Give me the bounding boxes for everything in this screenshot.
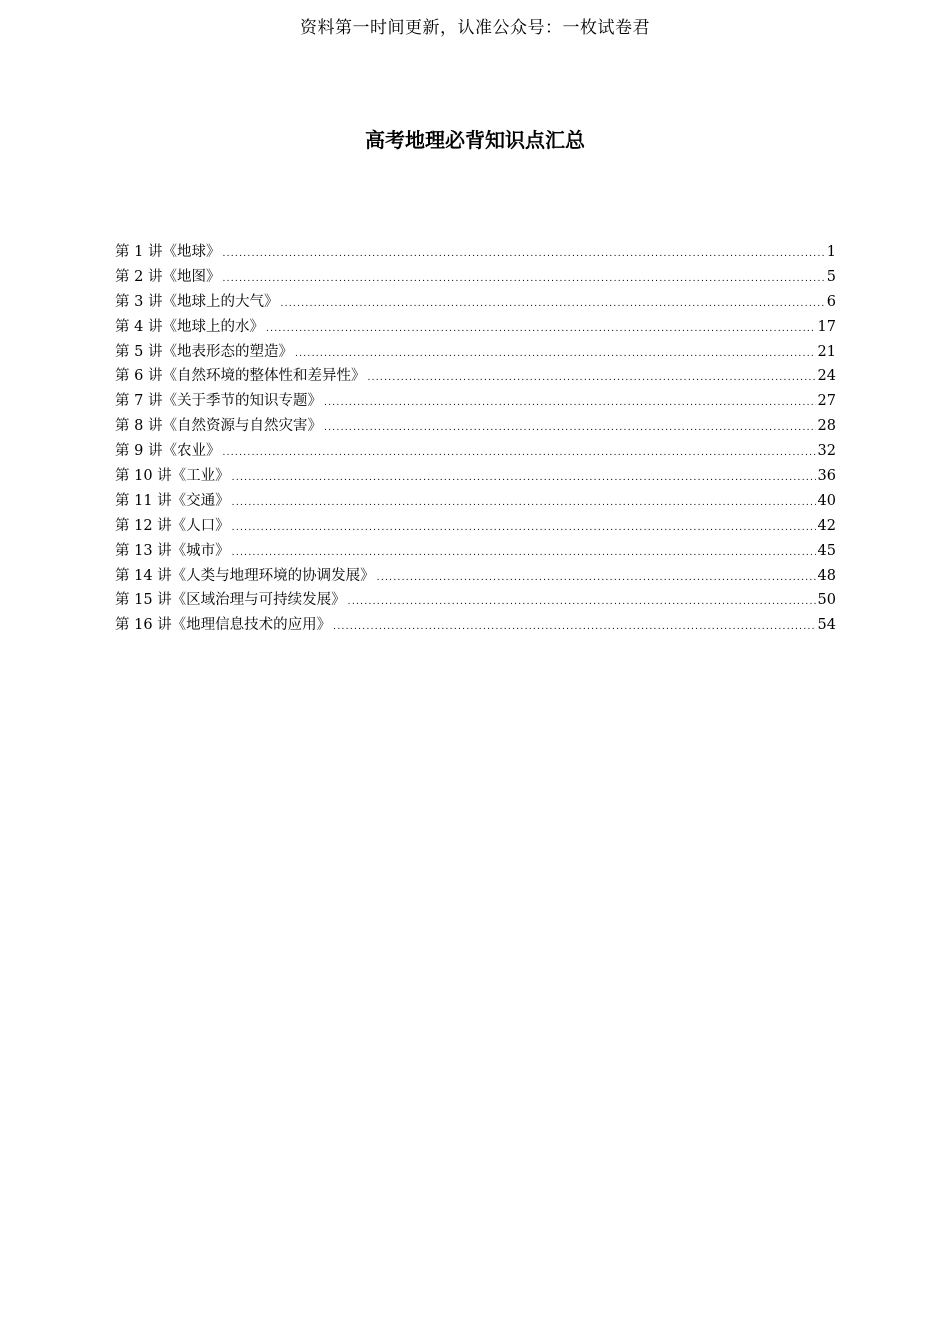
toc-entry[interactable] [115,539,836,564]
toc-entry-page: 28 [817,418,836,435]
toc-entry[interactable] [115,439,836,464]
toc-entry-page: 24 [817,368,836,385]
toc-entry-label: 第 1 讲《地球》 [115,244,221,260]
toc-entry-label: 第 11 讲《交通》 [115,492,230,509]
toc-dot-leader [222,267,824,292]
toc-entry-page: 42 [817,517,836,534]
toc-entry-label: 第 4 讲《地球上的水》 [115,318,264,335]
toc-entry[interactable] [115,564,836,589]
toc-entry-label: 第 8 讲《自然资源与自然灾害》 [115,418,322,435]
toc-entry-page: 5 [826,268,836,285]
header-note: 资料第一时间更新，认准公众号：一枚试卷君 [300,18,650,38]
toc-entry-label: 第 10 讲《工业》 [115,468,230,485]
toc-entry[interactable] [115,514,836,539]
toc-entry[interactable] [115,489,836,514]
toc-dot-leader [324,391,816,416]
toc-entry-label: 第 15 讲《区域治理与可持续发展》 [115,592,346,609]
toc-entry-label: 第 14 讲《人类与地理环境的协调发展》 [115,567,375,584]
table-of-contents [115,240,836,638]
toc-entry-page: 6 [826,293,836,310]
toc-entry-page: 1 [826,244,836,260]
toc-entry[interactable] [115,315,836,340]
toc-entry-page: 32 [817,443,836,460]
toc-entry-label: 第 6 讲《自然环境的整体性和差异性》 [115,368,366,385]
toc-entry-page: 36 [817,468,836,485]
toc-entry[interactable] [115,414,836,439]
toc-entry-page: 50 [817,592,836,609]
toc-entry[interactable] [115,588,836,613]
toc-dot-leader [222,441,815,466]
toc-dot-leader [295,342,816,367]
toc-dot-leader [280,292,824,317]
toc-entry-page: 54 [817,617,836,634]
toc-dot-leader [232,491,816,516]
toc-dot-leader [367,366,815,391]
toc-entry[interactable] [115,240,836,265]
toc-entry-label: 第 9 讲《农业》 [115,443,221,460]
toc-entry[interactable] [115,340,836,365]
toc-entry-label: 第 13 讲《城市》 [115,542,230,559]
toc-dot-leader [222,242,824,267]
toc-entry[interactable] [115,389,836,414]
toc-dot-leader [348,590,816,615]
toc-dot-leader [266,317,816,342]
toc-entry-label: 第 12 讲《人口》 [115,517,230,534]
toc-entry-page: 17 [817,318,836,335]
toc-dot-leader [333,615,815,640]
toc-entry-label: 第 2 讲《地图》 [115,268,221,285]
toc-entry-page: 48 [817,567,836,584]
toc-entry-label: 第 5 讲《地表形态的塑造》 [115,343,293,360]
toc-dot-leader [377,566,816,591]
toc-entry-page: 27 [817,393,836,410]
toc-entry-label: 第 3 讲《地球上的大气》 [115,293,279,310]
toc-entry[interactable] [115,290,836,315]
toc-dot-leader [324,416,816,441]
toc-entry-page: 45 [817,542,836,559]
toc-dot-leader [232,541,816,566]
toc-dot-leader [232,516,816,541]
toc-entry-page: 40 [817,492,836,509]
toc-entry-page: 21 [817,343,836,360]
toc-entry[interactable] [115,364,836,389]
toc-entry-label: 第 7 讲《关于季节的知识专题》 [115,393,322,410]
toc-entry[interactable] [115,464,836,489]
toc-entry-label: 第 16 讲《地理信息技术的应用》 [115,617,332,634]
toc-entry[interactable] [115,265,836,290]
toc-dot-leader [232,466,816,491]
toc-entry[interactable] [115,613,836,638]
document-title: 高考地理必背知识点汇总 [365,128,585,152]
